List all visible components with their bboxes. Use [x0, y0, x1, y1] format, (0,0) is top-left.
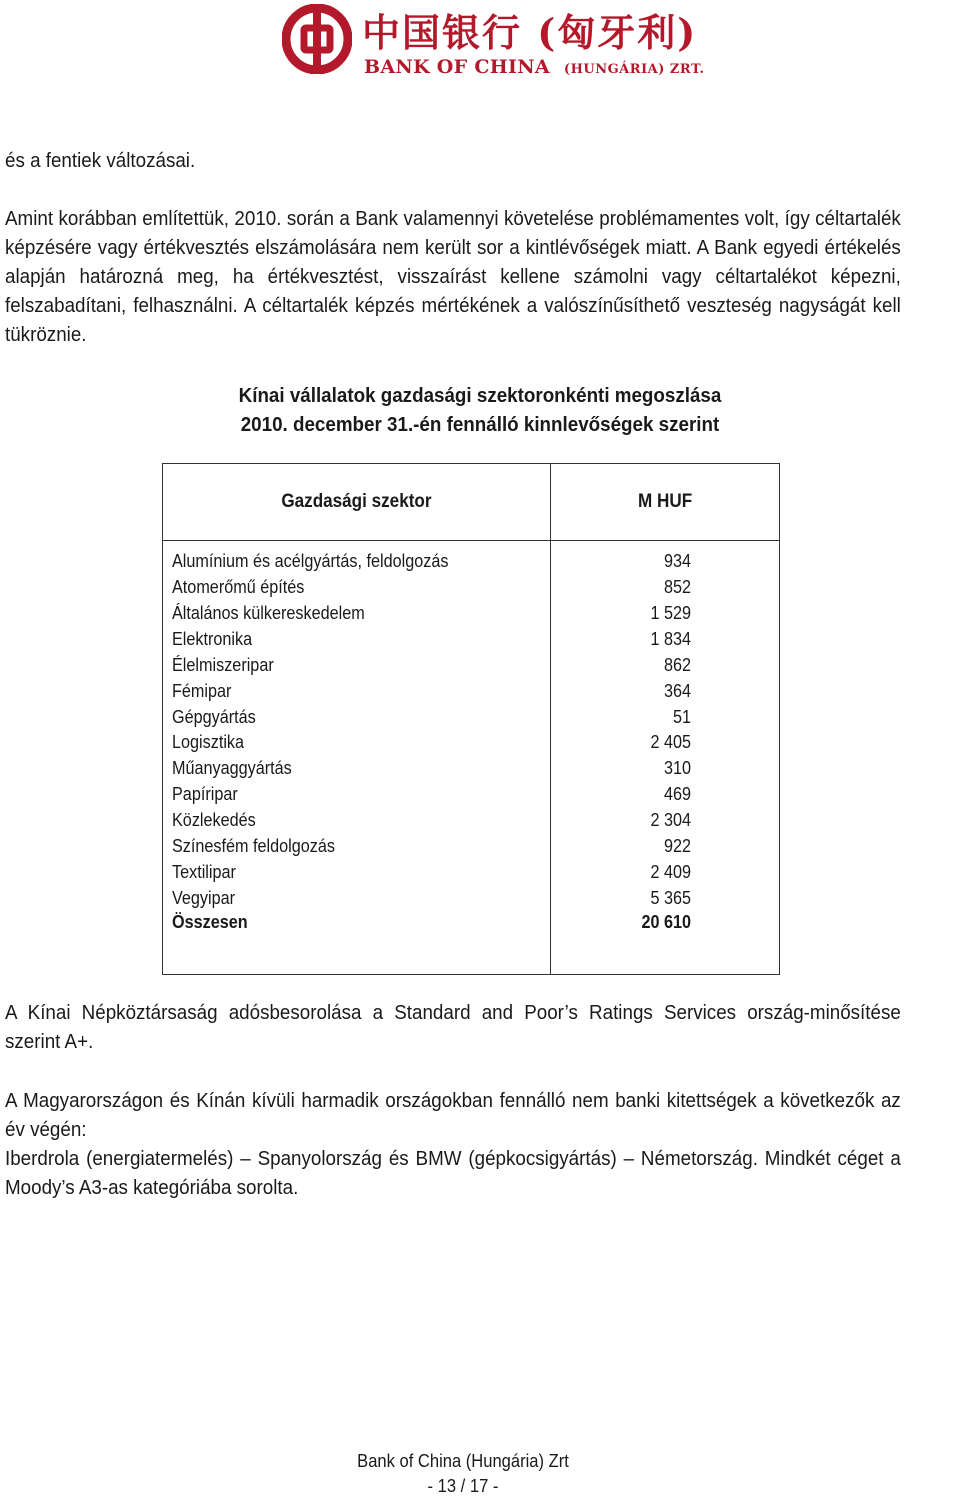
footer-company: Bank of China (Hungária) Zrt	[357, 1451, 569, 1471]
sector-name: Élelmiszeripar	[172, 654, 274, 675]
sector-value: 2 409	[650, 862, 691, 883]
table-total-row	[163, 912, 780, 975]
sector-value: 2 304	[650, 810, 691, 831]
sector-value: 1 834	[650, 628, 691, 649]
sector-value: 469	[663, 784, 691, 805]
footer-page-number: - 13 / 17 -	[427, 1476, 499, 1496]
table-row	[163, 782, 780, 808]
bank-logo	[280, 2, 705, 80]
header-value	[551, 464, 780, 541]
table-row	[163, 704, 780, 730]
table-row	[163, 600, 780, 626]
sector-value: 2 405	[650, 732, 691, 753]
table-spacer	[163, 541, 780, 549]
table-row	[163, 548, 780, 574]
logo-chinese-name: 中国银行 (匈牙利)	[362, 10, 698, 55]
sector-name: Közlekedés	[172, 810, 256, 831]
table-row	[163, 730, 780, 756]
sector-name: Atomerőmű építés	[172, 576, 305, 597]
table-row	[163, 808, 780, 834]
paragraph-provisions: Amint korábban említettük, 2010. során a Bank valamennyi követelése problémamentes volt, így céltartalék képzésére vagy értékvesztés elszámolására nem került sor a kintlévőségek miatt. A Bank egyedi értékelés alapján határozná meg, ha értékvesztést, visszaírást kellene számolni vagy céltartalékot képezni, felszabadítani, felhasználni. A céltartalék képzés mértékének a valószínűsíthető veszteség nagyságát kell tükröznie.	[5, 208, 901, 346]
table-header-row	[163, 464, 780, 541]
sector-name: Textilipar	[172, 862, 236, 883]
table-row	[163, 834, 780, 860]
total-label: Összesen	[172, 911, 248, 932]
paragraph-intro: és a fentiek változásai.	[5, 150, 196, 172]
sector-name: Papíripar	[172, 784, 238, 805]
table-row	[163, 652, 780, 678]
sector-value: 5 365	[650, 888, 691, 909]
table-row	[163, 626, 780, 652]
table-row	[163, 860, 780, 886]
sector-value: 934	[663, 550, 691, 571]
logo-english-main: BANK OF CHINA	[364, 56, 550, 78]
table-row	[163, 756, 780, 782]
total-value: 20 610	[641, 911, 691, 932]
sector-value: 862	[663, 654, 691, 675]
sector-name: Vegyipar	[172, 888, 236, 909]
logo-english-name	[364, 56, 705, 78]
sector-table	[162, 463, 780, 975]
sector-value: 922	[663, 836, 691, 857]
sector-name: Műanyaggyártás	[172, 758, 292, 779]
sector-value: 51	[672, 706, 691, 727]
sector-name: Fémipar	[172, 680, 232, 701]
sector-name: Alumínium és acélgyártás, feldolgozás	[172, 550, 449, 571]
sector-value: 364	[663, 680, 691, 701]
header-sector	[163, 464, 551, 541]
header-sector-label: Gazdasági szektor	[281, 491, 432, 513]
sector-name: Elektronika	[172, 628, 253, 649]
sector-name: Logisztika	[172, 732, 245, 753]
sector-value: 310	[663, 758, 691, 779]
paragraph-exposures: A Magyarországon és Kínán kívüli harmadik országokban fennálló nem banki kitettségek a következők az év végén:	[5, 1090, 901, 1141]
sector-value: 852	[663, 576, 691, 597]
table-row	[163, 678, 780, 704]
logo-english-sub: (HUNGÁRIA) ZRT.	[563, 62, 705, 77]
paragraph-counterparties: Iberdrola (energiatermelés) – Spanyolország és BMW (gépkocsigyártás) – Németország. Mindkét céget a Moody’s A3-as kategóriába sorolta.	[5, 1148, 901, 1199]
sector-name: Általános külkereskedelem	[172, 602, 365, 623]
table-row	[163, 886, 780, 912]
table-title-line1: Kínai vállalatok gazdasági szektoronkénti megoszlása	[238, 385, 722, 407]
table-row	[163, 574, 780, 600]
sector-name: Gépgyártás	[172, 706, 256, 727]
table-title-line2: 2010. december 31.-én fennálló kinnlevőségek szerint	[240, 414, 720, 436]
sector-value: 1 529	[650, 602, 691, 623]
paragraph-rating: A Kínai Népköztársaság adósbesorolása a Standard and Poor’s Ratings Services ország-minősítése szerint A+.	[5, 1002, 901, 1053]
bank-of-china-emblem-icon	[282, 4, 352, 74]
sector-name: Színesfém feldolgozás	[172, 836, 335, 857]
header-value-label: M HUF	[637, 491, 693, 513]
